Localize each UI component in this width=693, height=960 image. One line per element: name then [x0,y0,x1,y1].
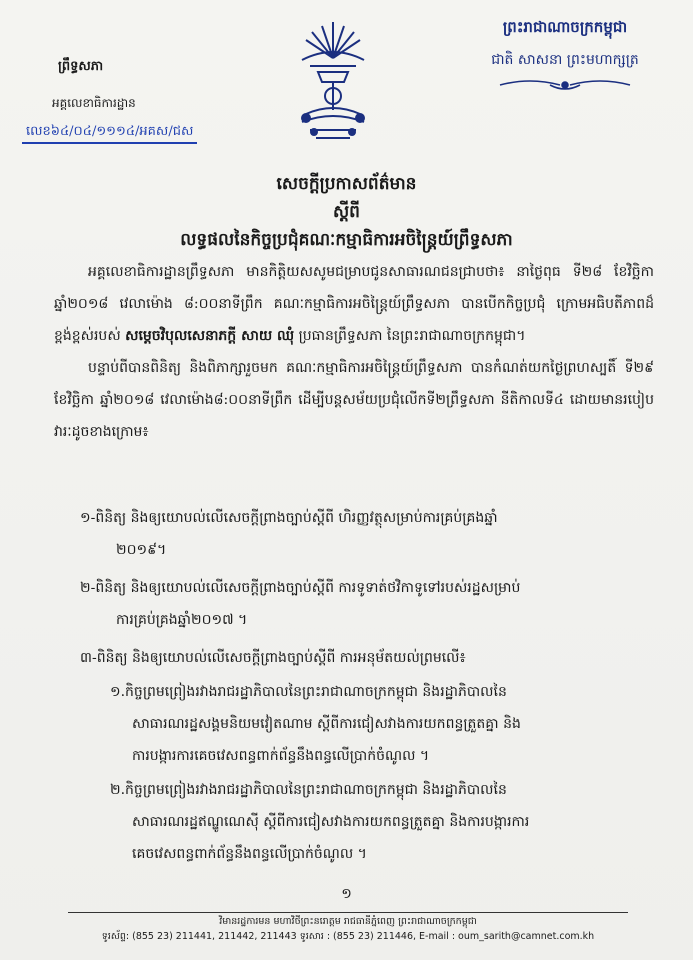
paragraph-2: បន្ទាប់ពីបានពិនិត្យ និងពិភាក្សារួចមក គណៈកម្មាធិការអចិន្ត្រៃយ៍ព្រឹទ្ធសភា បានកំណត់យកថ្ងៃព្រហស្បតិ៍ ទី២៩ ខែវិច្ឆិកា ឆ្នាំ២០១៨ វេលាម៉ោង៨:០០នាទីព្រឹក ដើម្បីបន្តសម័យប្រជុំលើកទី២ព្រឹទ្ធសភា នីតិកាលទី៤ ដោយមានរបៀបវារៈដូចខាងក្រោម៖ [54,360,654,440]
institution-name: ព្រឹទ្ធសភា [58,59,104,74]
president-name: សម្តេចវិបុលសេនាភក្តី សាយ ឈុំ [125,328,295,344]
agenda-item [80,642,660,870]
sub-item-2-line-3: គេចវេសពន្ធពាក់ព័ន្ធនឹងពន្ធលើប្រាក់ចំណូល ។ [132,846,367,862]
page-number: ១ [341,886,352,902]
agenda-item-1-line-2: ២០១៩។ [116,542,167,558]
agenda-item-1-line-1: ១-ពិនិត្យ និងឲ្យយោបល់លើសេចក្តីព្រាងច្បាប់ស្តីពី ហិរញ្ញវត្ថុសម្រាប់ការគ្រប់គ្រងឆ្នាំ [80,510,498,526]
sub-item-1-line-2: សាធារណរដ្ឋសង្គមនិយមវៀតណាម ស្តីពីការជៀសវាងការយកពន្ធត្រួតគ្នា និង [132,716,521,732]
sender-block [22,58,292,144]
sub-item-1-line-1: ១.កិច្ចព្រមព្រៀងរវាងរាជរដ្ឋាភិបាលនៃព្រះរាជាណាចក្រកម្ពុជា និងរដ្ឋាភិបាលនៃ [110,684,507,700]
agenda-item-2-line-1: ២-ពិនិត្យ និងឲ្យយោបល់លើសេចក្តីព្រាងច្បាប់ស្តីពី ការទូទាត់ថវិកាទូទៅរបស់រដ្ឋសម្រាប់ [80,580,521,596]
sub-item-2-line-2: សាធារណរដ្ឋឥណ្ឌូណេស៊ី ស្តីពីការជៀសវាងការយកពន្ធត្រួតគ្នា និងការបង្ការការ [132,814,530,830]
agenda-item-2-line-2: ការគ្រប់គ្រងឆ្នាំ២០១៧ ។ [116,612,248,628]
footer-divider [68,912,628,913]
footer-contact: ទូរស័ព្ទ: (855 23) 211441, 211442, 211443 ទូរសារ : (855 23) 211446, E-mail : oum_sarith@camnet.com.kh [101,931,595,942]
paragraph-1 [54,256,654,352]
agenda-item [80,572,660,636]
paragraph-1-text-end: ប្រធានព្រឹទ្ធសភា នៃព្រះរាជាណាចក្រកម្ពុជា។ [294,328,526,344]
sub-item-1-line-3: ការបង្ការការគេចវេសពន្ធពាក់ព័ន្ធនឹងពន្ធលើប្រាក់ចំណូល ។ [132,748,430,764]
national-motto: ជាតិ សាសនា ព្រះមហាក្សត្រ [491,52,639,68]
reference-number: លេខ៦៤/០៤/១១១៤/អគស/ជស [22,123,197,144]
agenda-item [80,502,660,566]
agenda-item-3-line-1: ៣-ពិនិត្យ និងឲ្យយោបល់លើសេចក្តីព្រាងច្បាប់ស្តីពី ការអនុម័តយល់ព្រមលើ៖ [80,650,466,666]
sub-agenda-list [80,676,660,870]
document-title [0,170,693,254]
body-text [54,256,654,448]
title-line-3: លទ្ធផលនៃកិច្ចប្រជុំគណៈកម្មាធិការអចិន្ត្រៃយ៍ព្រឹទ្ធសភា [180,230,513,250]
footer [68,914,628,944]
title-line-2: ស្តីពី [333,202,360,222]
title-line-1: សេចក្តីប្រកាសព័ត៌មាន [276,174,417,194]
ornament-divider-icon [490,77,640,93]
department-name: អគ្គលេខាធិការដ្ឋាន [52,96,136,110]
sub-agenda-item [110,774,660,870]
sub-agenda-item [110,676,660,772]
paragraph-1-text: អគ្គលេខាធិការដ្ឋានព្រឹទ្ធសភា មានកិត្តិយសសូមជម្រាបជូនសាធារណជនជ្រាបថា៖ នាថ្ងៃពុធ ទី២៨ ខែវិច្ឆិកា ឆ្នាំ២០១៨ វេលាម៉ោង ៨:០០នាទីព្រឹក គណៈកម្មាធិការអចិន្ត្រៃយ៍ព្រឹទ្ធសភា បានបើកកិច្ចប្រជុំ ក្រោមអធិបតីភាពដ៏ខ្ពង់ខ្ពស់របស់ [54,264,654,344]
royal-emblem-icon [292,18,374,146]
letterhead-block [450,18,680,97]
kingdom-name: ព្រះរាជាណាចក្រកម្ពុជា [502,18,628,36]
agenda-list [80,502,660,876]
footer-address: វិមានរដ្ឋការមន មហាវិថីព្រះនរោត្តម រាជធានីភ្នំពេញ ព្រះរាជាណាចក្រកម្ពុជា [219,916,477,927]
sub-item-2-line-1: ២.កិច្ចព្រមព្រៀងរវាងរាជរដ្ឋាភិបាលនៃព្រះរាជាណាចក្រកម្ពុជា និងរដ្ឋាភិបាលនៃ [110,782,507,798]
